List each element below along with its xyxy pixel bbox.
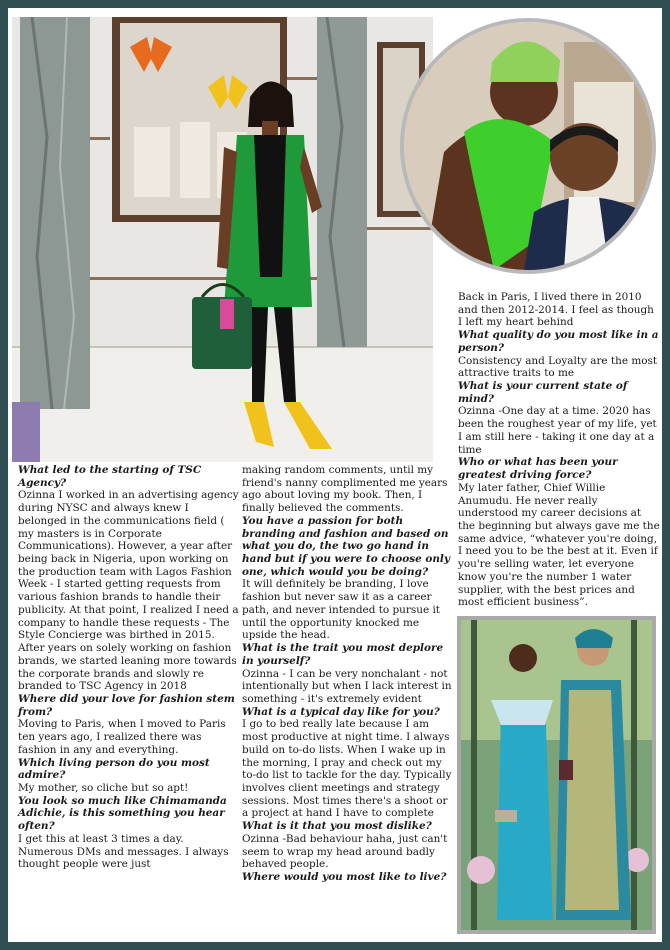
article-column-3 <box>458 291 660 609</box>
main-photo <box>12 17 433 462</box>
magazine-page <box>8 8 662 942</box>
bottom-photo <box>457 616 656 934</box>
article-column-1 <box>18 464 240 871</box>
question: What is it that you most dislike? <box>242 820 432 833</box>
answer: My mother, so cliche but so apt! <box>18 781 189 794</box>
question: What is the trait you most deplore in yourself? <box>242 642 444 667</box>
answer: making random comments, until my friend's nanny complimented me years ago about loving my book. Then, I finally believed the comments. <box>242 464 448 515</box>
circle-photo-illustration <box>404 22 652 270</box>
question: You have a passion for both branding and fashion and based on what you do, the two go hand in hand but if you were to choose only one, which would you be doing? <box>242 514 450 578</box>
question: Who or what has been your greatest driving force? <box>458 456 618 482</box>
circle-photo <box>400 18 656 274</box>
answer: Consistency and Loyalty are the most attractive traits to me <box>458 354 658 380</box>
answer: My later father, Chief Willie Anumudu. He never really understood my career decisions at the beginning but always gave me the same advice, “whatever you're doing, I need you to be the best at it. Even if you're selling water, let everyone know you're the number 1 water supplier, with the best prices and most efficient business”. <box>458 481 660 609</box>
question: What is a typical day like for you? <box>242 705 440 718</box>
answer: It will definitely be branding, I love fashion but never saw it as a career path, and never intended to pursue it until the opportunity knocked me upside the head. <box>242 578 440 642</box>
question: You look so much like Chimamanda Adichie, is this something you hear often? <box>18 794 227 833</box>
article-column-2 <box>242 464 452 884</box>
question: What led to the starting of TSC Agency? <box>18 464 202 489</box>
answer: Ozinna I worked in an advertising agency during NYSC and always knew I belonged in the communications field ( my masters is in Corporate Communications). However, a year after being back in Nigeria, upon working on the production team with Lagos Fashion Week - I started getting requests from various fashion brands to handle their publicity. At that point, I realized I need a company to handle these requests - The Style Concierge was birthed in 2015. After years on solely working on fashion brands, we started leaning more towards the corporate brands and slowly re branded to TSC Agency in 2018 <box>18 489 239 693</box>
answer: Ozinna -One day at a time. 2020 has been the roughest year of my life, yet I am still here - taking it one day at a time <box>458 405 657 456</box>
question: Where would you most like to live? <box>242 871 447 883</box>
question: Which living person do you most admire? <box>18 756 210 782</box>
answer: Back in Paris, I lived there in 2010 and then 2012-2014. I feel as though I left my heart behind <box>458 291 654 329</box>
question: What is your current state of mind? <box>458 380 628 405</box>
answer: Ozinna - I can be very nonchalant - not intentionally but when I lack interest in something - it's extremely evident <box>242 667 452 705</box>
answer: I go to bed really late because I am most productive at night time. I always build on to-do lists. When I wake up in the morning, I pray and check out my to-do list to tackle for the day. Typically involves client meetings and strategy sessions. Most times there's a shoot or a project at hand I have to complete <box>242 718 452 820</box>
answer: I get this at least 3 times a day. Numerous DMs and messages. I always thought people were just <box>18 832 229 871</box>
main-photo-illustration <box>12 17 433 462</box>
bottom-photo-illustration <box>461 620 652 930</box>
answer: Ozinna -Bad behaviour haha, just can't seem to wrap my head around badly behaved people. <box>242 832 448 871</box>
question: Where did your love for fashion stem from? <box>18 692 235 718</box>
answer: Moving to Paris, when I moved to Paris ten years ago, I realized there was fashion in any and everything. <box>18 718 226 756</box>
question: What quality do you most like in a person? <box>458 329 659 354</box>
